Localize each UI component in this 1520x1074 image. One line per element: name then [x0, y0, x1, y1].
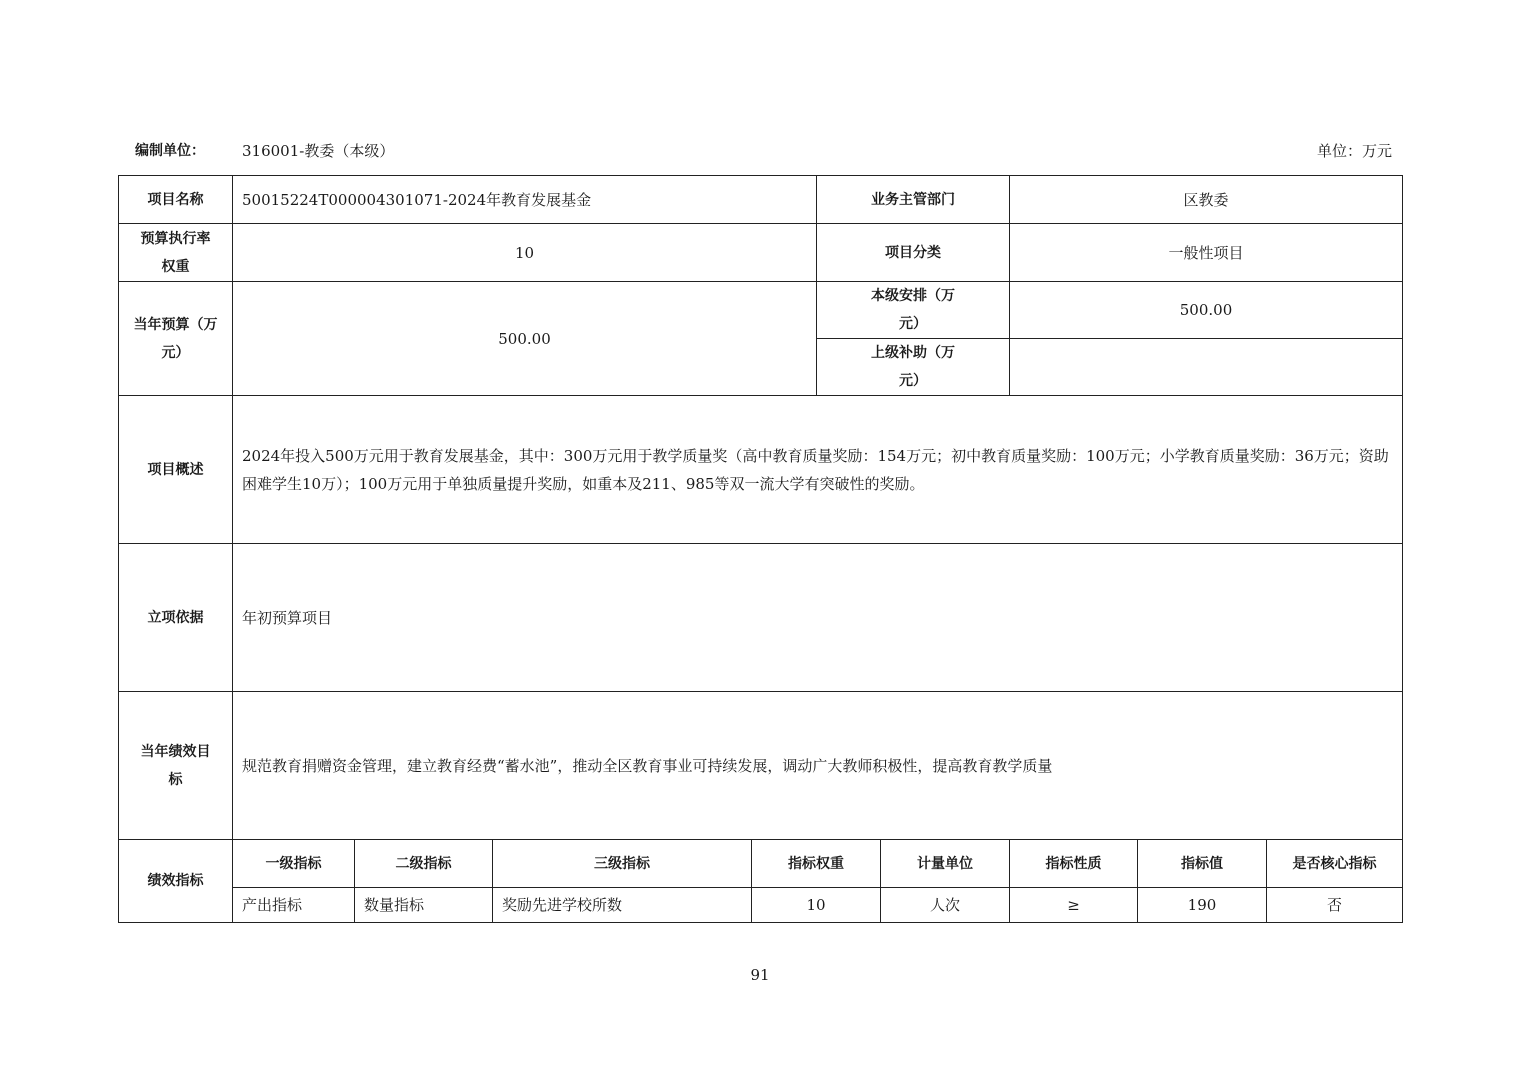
basis-text: 年初预算项目: [233, 544, 1403, 692]
indicator-unit: 人次: [881, 888, 1010, 923]
upper-subsidy-label-line-1: 上级补助（万: [871, 345, 955, 361]
goal-label-line-2: 标: [168, 771, 183, 788]
local-funding-label: [817, 282, 1010, 339]
indicator-core: 否: [1267, 888, 1403, 923]
indicators-label: 绩效指标: [119, 840, 233, 923]
indicator-weight: 10: [752, 888, 881, 923]
goal-label: [119, 692, 233, 840]
weight-label: [119, 224, 233, 282]
upper-subsidy-label-line-2: 元）: [899, 373, 927, 389]
indicator-header-level3: 三级指标: [493, 840, 752, 888]
project-table: [118, 175, 1403, 923]
category-label: 项目分类: [817, 224, 1010, 282]
budget-label: [119, 282, 233, 396]
indicator-header-weight: 指标权重: [752, 840, 881, 888]
category-value: 一般性项目: [1010, 224, 1403, 282]
budget-label-line-2: 元）: [161, 344, 190, 361]
indicator-header-level2: 二级指标: [355, 840, 493, 888]
indicator-level1: 产出指标: [233, 888, 355, 923]
goal-label-line-1: 当年绩效目: [140, 743, 211, 760]
upper-subsidy-label: [817, 339, 1010, 396]
indicator-nature: ≥: [1010, 888, 1138, 923]
indicator-header-nature: 指标性质: [1010, 840, 1138, 888]
basis-label: 立项依据: [119, 544, 233, 692]
table-row: [119, 888, 1403, 923]
overview-label: 项目概述: [119, 396, 233, 544]
org-value: 316001-教委（本级）: [242, 142, 395, 160]
budget-label-line-1: 当年预算（万: [133, 316, 218, 333]
indicator-header-value: 指标值: [1138, 840, 1267, 888]
weight-value: 10: [233, 224, 817, 282]
project-name-value: 50015224T000004301071-2024年教育发展基金: [233, 176, 817, 224]
indicator-level3: 奖励先进学校所数: [493, 888, 752, 923]
dept-label: 业务主管部门: [817, 176, 1010, 224]
upper-subsidy-value: [1010, 339, 1403, 396]
unit-label: 单位：万元: [1316, 142, 1392, 160]
weight-label-line-1: 预算执行率: [140, 230, 211, 247]
page-number: 91: [750, 966, 770, 984]
indicator-level2: 数量指标: [355, 888, 493, 923]
weight-label-line-2: 权重: [161, 258, 190, 275]
local-funding-label-line-2: 元）: [899, 316, 927, 332]
project-name-label: 项目名称: [119, 176, 233, 224]
budget-value: 500.00: [233, 282, 817, 396]
indicator-header-core: 是否核心指标: [1267, 840, 1403, 888]
local-funding-label-line-1: 本级安排（万: [871, 288, 955, 304]
local-funding-value: 500.00: [1010, 282, 1403, 339]
goal-text: 规范教育捐赠资金管理，建立教育经费“蓄水池”，推动全区教育事业可持续发展，调动广大教师积极性，提高教育教学质量: [233, 692, 1403, 840]
dept-value: 区教委: [1010, 176, 1403, 224]
org-label: 编制单位：: [135, 143, 205, 159]
indicator-header-level1: 一级指标: [233, 840, 355, 888]
indicator-value: 190: [1138, 888, 1267, 923]
indicator-header-unit: 计量单位: [881, 840, 1010, 888]
overview-text: 2024年投入500万元用于教育发展基金，其中：300万元用于教学质量奖（高中教育质量奖励：154万元；初中教育质量奖励：100万元；小学教育质量奖励：36万元；资助困难学生10万）；100万元用于单独质量提升奖励，如重本及211、985等双一流大学有突破性的奖励。: [233, 396, 1403, 544]
